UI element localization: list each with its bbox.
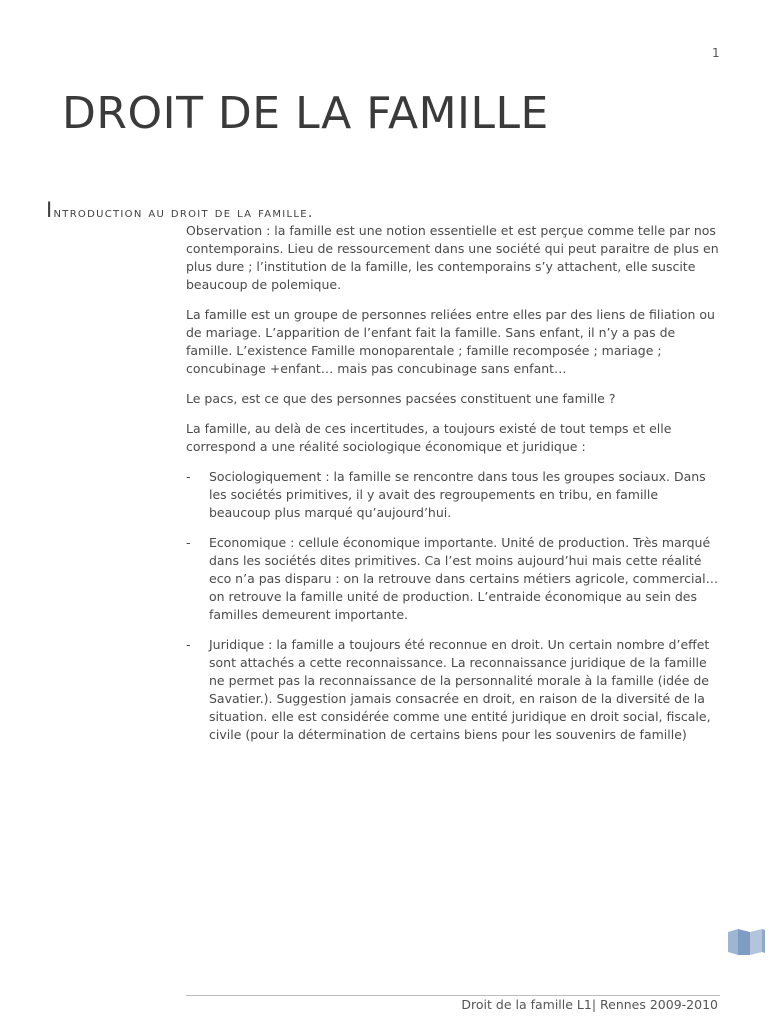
- list-marker: -: [186, 535, 191, 550]
- list-item: [184, 636, 720, 744]
- list-item-text: Juridique : la famille a toujours été reconnue en droit. Un certain nombre d’effet sont attachés a cette reconnaissance. La reconnaissance juridique de la famille ne permet pas la reconnaissance de la personnalité morale à la famille (idée de Savatier.). Suggestion jamais consacrée en droit, en raison de la diversité de la situation. elle est considérée comme une entité juridique en droit social, fiscale, civile (pour la détermination de certains biens pour les souvenirs de famille): [209, 637, 711, 742]
- section-heading-text: ntroduction au droit de la famille.: [53, 205, 314, 221]
- list-item: [184, 534, 720, 624]
- list-item: [184, 468, 720, 522]
- paragraph-pacs: Le pacs, est ce que des personnes pacsées constituent une famille ?: [186, 391, 616, 406]
- list-item-text: Economique : cellule économique importante. Unité de production. Très marqué dans les sociétés dites primitives. Ca l’est moins aujourd’hui mais cette réalité eco n’a pas disparu : on la retrouve dans certains métiers agricole, commercial… on retrouve la famille unité de production. L’entraide économique au sein des familles demeurent importante.: [209, 535, 719, 622]
- list-item-text: Sociologiquement : la famille se rencontre dans tous les groupes sociaux. Dans les sociétés primitives, il y avait des regroupements en tribu, en famille beaucoup plus marqué qu’aujourd’hui.: [209, 469, 706, 520]
- section-heading-initial: I: [46, 198, 54, 222]
- list-marker: -: [186, 637, 191, 652]
- page-number: 1: [712, 46, 720, 60]
- section-heading: [46, 198, 314, 222]
- list-marker: -: [186, 469, 191, 484]
- aspects-list: [184, 468, 720, 744]
- paragraph-reality: La famille, au delà de ces incertitudes, a toujours existé de tout temps et elle correspond a une réalité sociologique économique et juridique :: [186, 421, 672, 454]
- paragraph-definition: La famille est un groupe de personnes reliées entre elles par des liens de filiation ou de mariage. L’apparition de l’enfant fait la famille. Sans enfant, il n’y a pas de famille. L’existence Famille monoparentale ; famille recomposée ; mariage ; concubinage +enfant… mais pas concubinage sans enfant…: [186, 307, 715, 376]
- footer-text: Droit de la famille L1| Rennes 2009-2010: [461, 997, 718, 1012]
- paragraph-observation: Observation : la famille est une notion essentielle et est perçue comme telle par nos contemporains. Lieu de ressourcement dans une société qui peut paraitre de plus en plus dure ; l’institution de la famille, les contemporains s’y attachent, elle suscite beaucoup de polemique.: [186, 223, 719, 292]
- book-icon: [726, 926, 766, 962]
- document-title: DROIT DE LA FAMILLE: [62, 88, 549, 139]
- body-content: [184, 222, 720, 756]
- footer-divider: [186, 995, 720, 996]
